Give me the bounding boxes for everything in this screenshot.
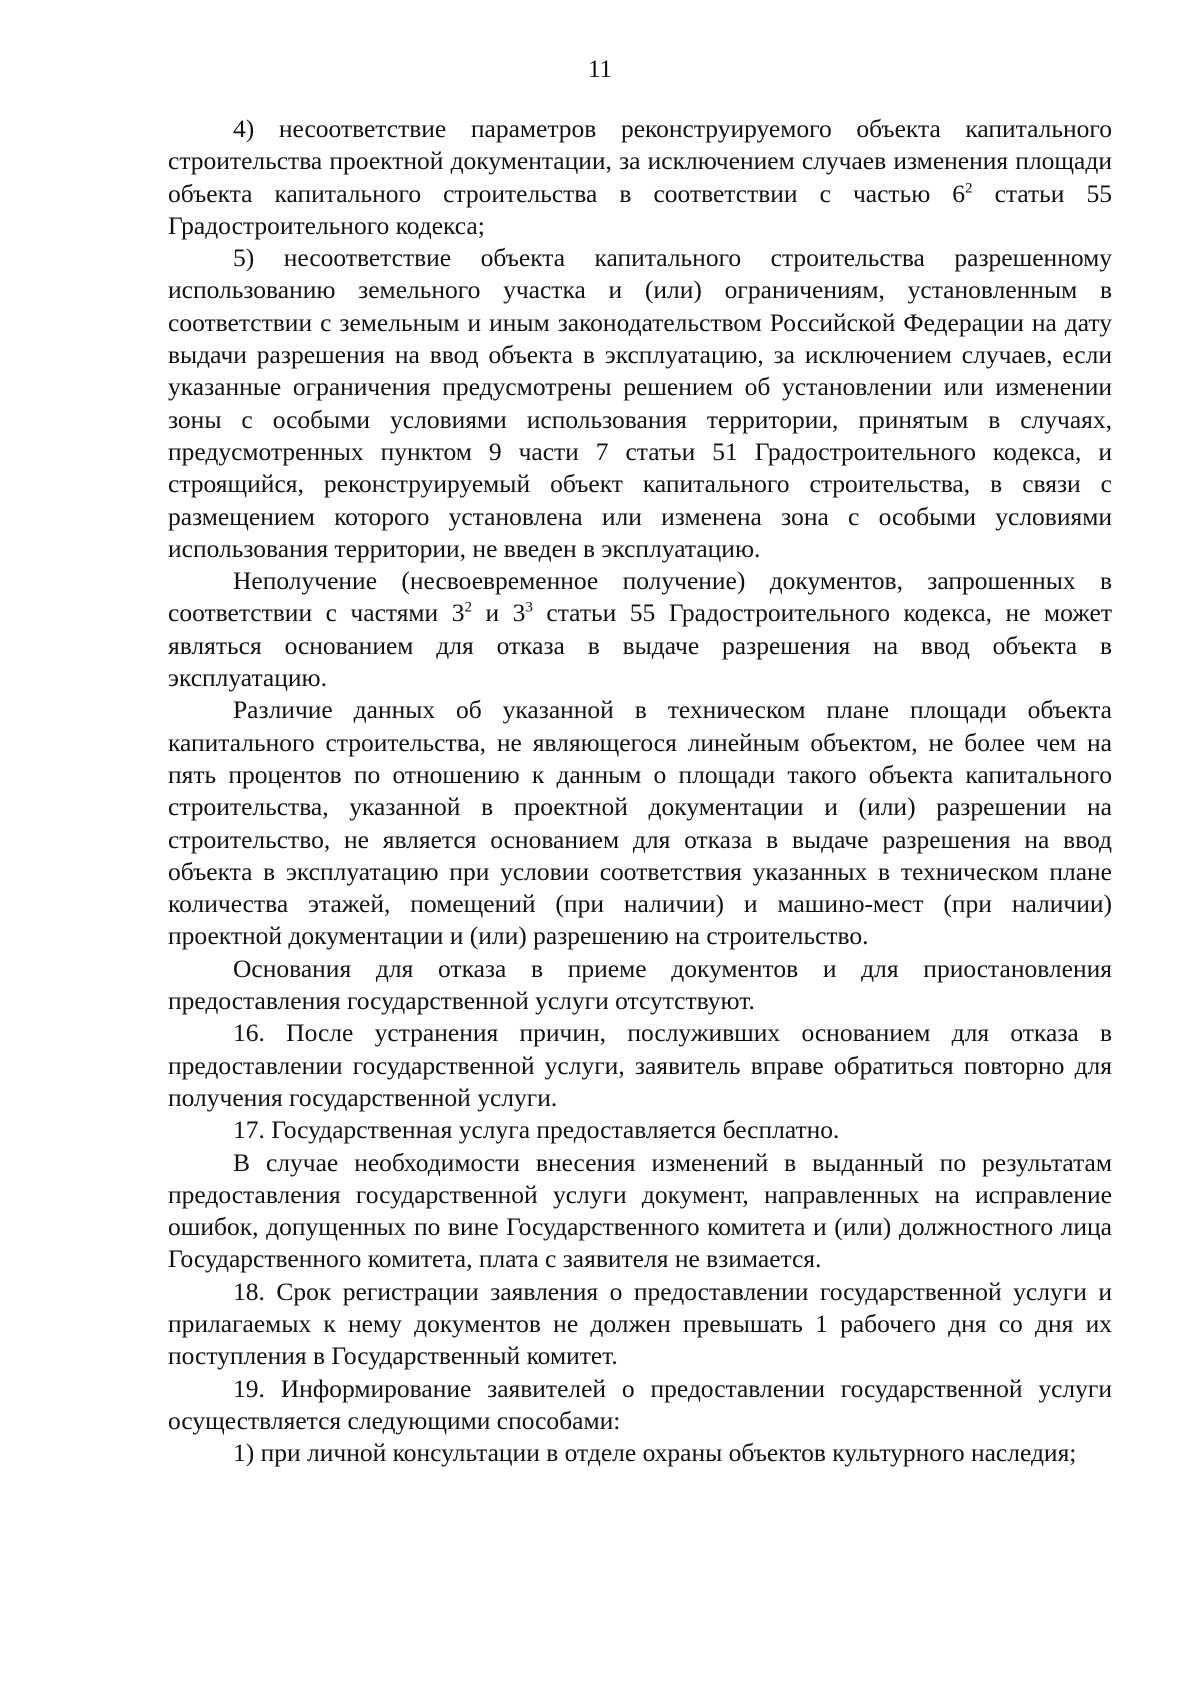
paragraph-19-item-1: 1) при личной консультации в отделе охраны объектов культурного наследия; <box>233 1438 1077 1468</box>
paragraph-16: 16. После устранения причин, послуживших основанием для отказа в предоставлении государственной услуги, заявитель вправе обратиться повторно для получения государственной услуги. <box>168 1018 1112 1112</box>
paragraph-text: Неполучение (несвоевременное получение) документов, запрошенных в соответствии с частями 3 <box>168 566 1112 628</box>
paragraph-text: 4) несоответствие параметров реконструируемого объекта капитального строительства проектной документации, за исключением случаев изменения площади объекта капитального строительства в соответствии с частью 6 <box>168 114 1112 208</box>
paragraph-18: 18. Срок регистрации заявления о предоставлении государственной услуги и прилагаемых к нему документов не должен превышать 1 рабочего дня со дня их поступления в Государственный комитет. <box>168 1276 1112 1371</box>
paragraph-area-difference: Различие данных об указанной в техническом плане площади объекта капитального строительства, не являющегося линейным объектом, не более чем на пять процентов по отношению к данным о площади такого объекта капитального строительства, указанной в проектной документации и (или) разрешении на строительство, не является основанием для отказа в выдаче разрешения на ввод объекта в эксплуатацию при условии соответствия указанных в техническом плане количества этажей, помещений (при наличии) и машино-мест (при наличии) проектной документации и (или) разрешению на строительство. <box>168 695 1112 951</box>
superscript: 2 <box>464 599 472 616</box>
paragraph-no-grounds: Основания для отказа в приеме документов и для приостановления предоставления государственной услуги отсутствуют. <box>168 953 1112 1016</box>
paragraph-non-receipt <box>168 565 1112 694</box>
paragraph-text: и 3 <box>471 598 526 628</box>
superscript: 3 <box>525 599 533 616</box>
page-number: 11 <box>587 56 613 83</box>
paragraph-text: статьи 55 Градостроительного кодекса, не может являться основанием для отказа в выдаче разрешения на ввод объекта в эксплуатацию. <box>168 598 1113 693</box>
paragraph-text: статьи 55 Градостроительного кодекса; <box>168 178 1112 240</box>
paragraph-corrections: В случае необходимости внесения изменений в выданный по результатам предоставления государственной услуги документ, направленных на исправление ошибок, допущенных по вине Государственного комитета и (или) должностного лица Государственного комитета, плата с заявителя не взимается. <box>168 1147 1112 1274</box>
paragraph-17: 17. Государственная услуга предоставляется бесплатно. <box>233 1115 840 1145</box>
superscript: 2 <box>965 180 973 197</box>
document-body <box>168 113 1112 1469</box>
paragraph-item-4 <box>168 113 1112 242</box>
paragraph-19: 19. Информирование заявителей о предоставлении государственной услуги осуществляется следующими способами: <box>168 1373 1112 1435</box>
paragraph-item-5: 5) несоответствие объекта капитального строительства разрешенному использованию земельного участка и (или) ограничениям, установленным в соответствии с земельным и иным законодательством Российской Федерации на дату выдачи разрешения на ввод объекта в эксплуатацию, за исключением случаев, если указанные ограничения предусмотрены решением об установлении или изменении зоны с особыми условиями использования территории, принятым в случаях, предусмотренных пунктом 9 части 7 статьи 51 Градостроительного кодекса, и строящийся, реконструируемый объект капитального строительства, в связи с размещением которого установлена или изменена зона с особыми условиями использования территории, не введен в эксплуатацию. <box>168 243 1112 563</box>
